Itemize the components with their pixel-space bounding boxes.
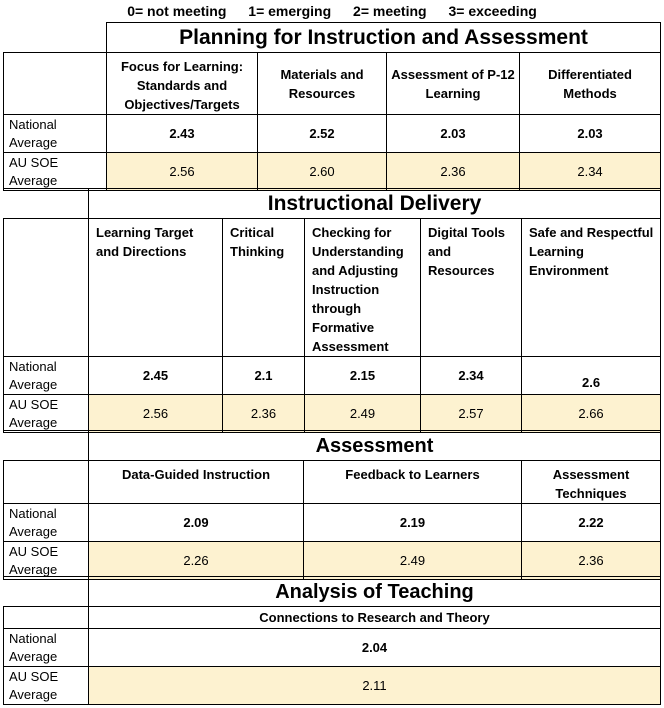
planning-au-2: 2.60 <box>258 153 387 191</box>
planning-au-3: 2.36 <box>387 153 520 191</box>
legend-3: 3= exceeding <box>448 3 537 19</box>
au-soe-average-label: AU SOE Average <box>4 153 107 191</box>
planning-header-2: Materials and Resources <box>258 53 387 115</box>
delivery-header-2: Critical Thinking <box>223 219 305 357</box>
planning-national-4: 2.03 <box>520 115 661 153</box>
delivery-national-1: 2.45 <box>89 357 223 395</box>
delivery-header-5: Safe and Respectful Learning Environment <box>522 219 661 357</box>
analysis-header-1: Connections to Research and Theory <box>89 607 661 629</box>
analysis-national-1: 2.04 <box>89 629 661 667</box>
assessment-au-2: 2.49 <box>304 542 522 580</box>
legend-0: 0= not meeting <box>127 3 227 19</box>
planning-national-3: 2.03 <box>387 115 520 153</box>
delivery-header-4: Digital Tools and Resources <box>421 219 522 357</box>
assessment-header-2: Feedback to Learners <box>304 461 522 504</box>
analysis-title: Analysis of Teaching <box>89 577 661 607</box>
planning-header-1: Focus for Learning: Standards and Objectives/Targets <box>107 53 258 115</box>
analysis-table <box>3 576 661 705</box>
national-average-label: National Average <box>4 357 89 395</box>
planning-table <box>3 22 661 191</box>
delivery-table <box>3 188 661 433</box>
delivery-au-1: 2.56 <box>89 395 223 433</box>
assessment-table <box>3 430 661 580</box>
delivery-au-5: 2.66 <box>522 395 661 433</box>
delivery-national-2: 2.1 <box>223 357 305 395</box>
delivery-national-3: 2.15 <box>305 357 421 395</box>
legend-1: 1= emerging <box>248 3 332 19</box>
planning-national-2: 2.52 <box>258 115 387 153</box>
assessment-national-1: 2.09 <box>89 504 304 542</box>
assessment-title: Assessment <box>89 431 661 461</box>
delivery-national-4: 2.34 <box>421 357 522 395</box>
au-soe-average-label: AU SOE Average <box>4 542 89 580</box>
planning-national-1: 2.43 <box>107 115 258 153</box>
planning-au-4: 2.34 <box>520 153 661 191</box>
planning-au-1: 2.56 <box>107 153 258 191</box>
national-average-label: National Average <box>4 115 107 153</box>
delivery-header-1: Learning Target and Directions <box>89 219 223 357</box>
analysis-au-1: 2.11 <box>89 667 661 705</box>
assessment-au-3: 2.36 <box>522 542 661 580</box>
delivery-header-3: Checking for Understanding and Adjusting Instruction through Formative Assessment <box>305 219 421 357</box>
national-average-label: National Average <box>4 504 89 542</box>
planning-header-4: Differentiated Methods <box>520 53 661 115</box>
delivery-title: Instructional Delivery <box>89 189 661 219</box>
assessment-header-1: Data-Guided Instruction <box>89 461 304 504</box>
au-soe-average-label: AU SOE Average <box>4 667 89 705</box>
delivery-au-3: 2.49 <box>305 395 421 433</box>
planning-header-3: Assessment of P-12 Learning <box>387 53 520 115</box>
delivery-au-4: 2.57 <box>421 395 522 433</box>
assessment-national-3: 2.22 <box>522 504 661 542</box>
planning-title: Planning for Instruction and Assessment <box>107 23 661 53</box>
delivery-au-2: 2.36 <box>223 395 305 433</box>
assessment-header-3: Assessment Techniques <box>522 461 661 504</box>
au-soe-average-label: AU SOE Average <box>4 395 89 433</box>
delivery-national-5: 2.6 <box>522 357 661 395</box>
score-legend <box>0 0 664 22</box>
assessment-au-1: 2.26 <box>89 542 304 580</box>
national-average-label: National Average <box>4 629 89 667</box>
legend-2: 2= meeting <box>353 3 427 19</box>
assessment-national-2: 2.19 <box>304 504 522 542</box>
